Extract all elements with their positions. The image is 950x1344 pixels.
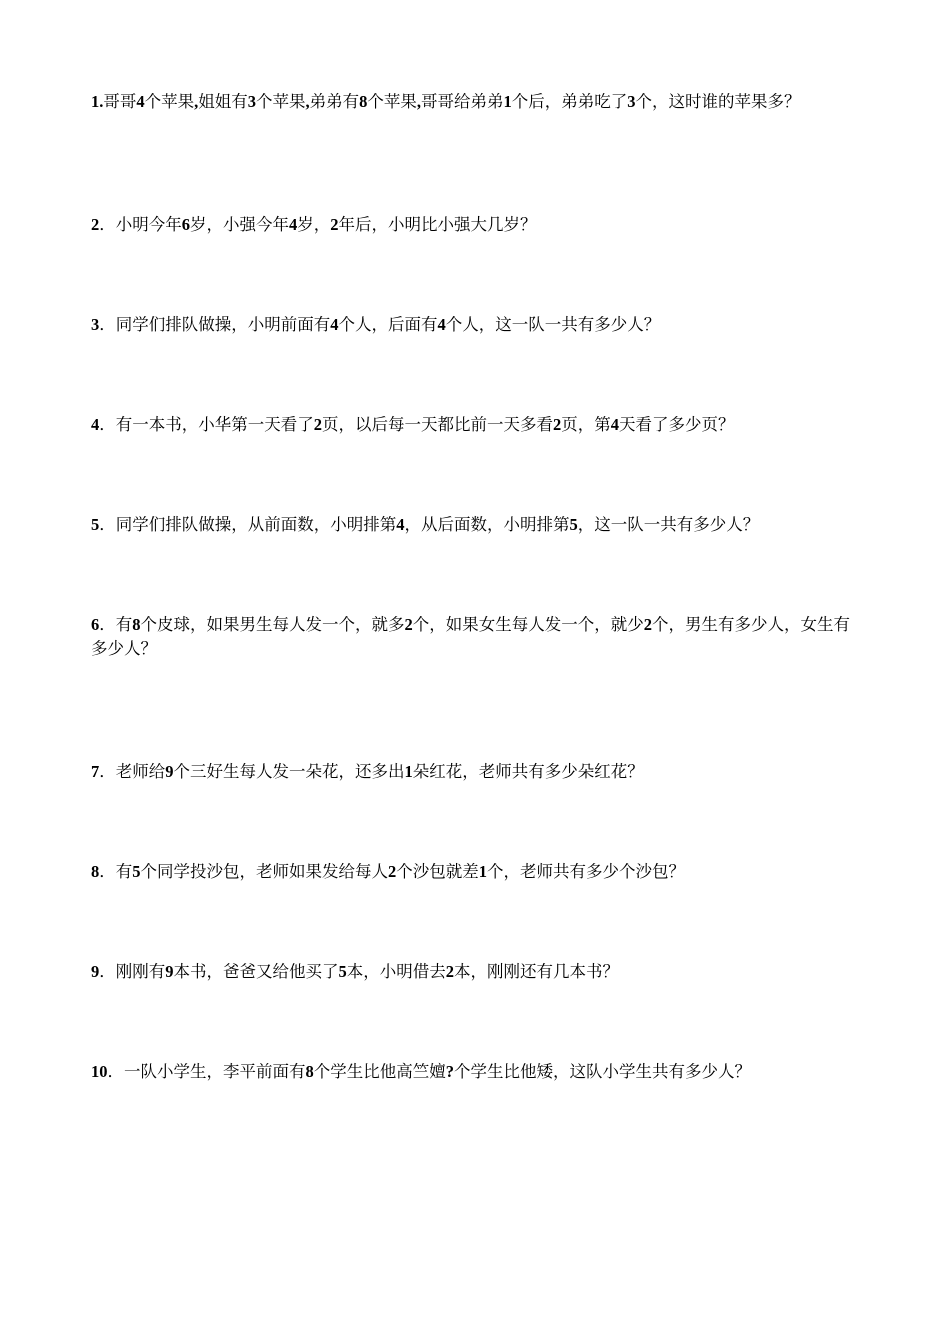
question-text: 朵红花，老师共有多少朵红花？ — [412, 762, 644, 781]
question-text: 页，第 — [561, 415, 611, 434]
question-number-text: 8 — [91, 862, 100, 881]
question-number-text: 6 — [181, 215, 190, 234]
question-text: 个皮球，如果男生每人发一个，就多 — [140, 615, 405, 634]
question-4 — [91, 413, 863, 437]
question-number-text: 3 — [627, 92, 636, 111]
question-number-text: 2 — [643, 615, 652, 634]
question-number-text: 3 — [91, 315, 100, 334]
question-number-text: 2 — [91, 215, 100, 234]
question-text: 岁，小强今年 — [190, 215, 289, 234]
question-10 — [91, 1060, 863, 1084]
question-text: 个同学投沙包，老师如果发给每人 — [140, 862, 388, 881]
question-number-text: 4 — [437, 315, 446, 334]
question-text: 年后，小明比小强大几岁？ — [338, 215, 537, 234]
question-text: ．同学们排队做操，从前面数，小明排第 — [99, 515, 397, 534]
question-6 — [91, 613, 863, 661]
question-5 — [91, 513, 863, 537]
question-text: 岁， — [297, 215, 331, 234]
question-text: 本，刚刚还有几本书？ — [454, 962, 619, 981]
question-text: ．刚刚有 — [99, 962, 166, 981]
question-number-text: 4 — [289, 215, 298, 234]
question-number-text: , — [305, 92, 310, 111]
question-number-text: 5 — [91, 515, 100, 534]
question-text: 个学生比他矮，这队小学生共有多少人？ — [454, 1062, 751, 1081]
question-text: 个人，后面有 — [338, 315, 438, 334]
question-text: 个学生比他高竺嬗 — [313, 1062, 446, 1081]
question-number-text: 8 — [359, 92, 368, 111]
question-number-text: 1 — [478, 862, 487, 881]
question-text: ．有 — [99, 862, 133, 881]
question-number-text: 2 — [388, 862, 397, 881]
question-number-text: 2 — [330, 215, 339, 234]
question-number-text: 5 — [338, 962, 347, 981]
question-text: 本，小明借去 — [346, 962, 446, 981]
question-number-text: 4 — [610, 415, 619, 434]
question-number-text: 1 — [503, 92, 512, 111]
question-number-text: , — [416, 92, 421, 111]
question-text: 个，如果女生每人发一个，就少 — [412, 615, 644, 634]
question-number-text: 9 — [165, 762, 174, 781]
question-9 — [91, 960, 863, 984]
question-number-text: 2 — [404, 615, 413, 634]
question-text: 个后，弟弟吃了 — [511, 92, 628, 111]
question-number-text: 1 — [404, 762, 413, 781]
question-text: 个苹果 — [367, 92, 417, 111]
question-3 — [91, 313, 863, 337]
question-text: ．有一本书，小华第一天看了 — [99, 415, 314, 434]
question-number-text: , — [194, 92, 199, 111]
question-text: 个，这时谁的苹果多？ — [635, 92, 801, 111]
question-text: 姐姐有 — [198, 92, 248, 111]
question-number-text: 4 — [91, 415, 100, 434]
question-number-text: 2 — [553, 415, 562, 434]
question-number-text: 8 — [305, 1062, 314, 1081]
question-2 — [91, 213, 863, 237]
question-number-text: 3 — [247, 92, 256, 111]
question-text: ．同学们排队做操，小明前面有 — [99, 315, 331, 334]
question-number-text: 4 — [396, 515, 405, 534]
question-text: 个苹果 — [256, 92, 306, 111]
question-number-text: 6 — [91, 615, 100, 634]
question-text: 个人，这一队一共有多少人？ — [445, 315, 661, 334]
question-text: 页，以后每一天都比前一天多看 — [322, 415, 553, 434]
question-text: ．老师给 — [99, 762, 166, 781]
question-text: 个三好生每人发一朵花，还多出 — [173, 762, 405, 781]
question-text: 天看了多少页？ — [619, 415, 735, 434]
question-number-text: 2 — [445, 962, 454, 981]
question-text: ，这一队一共有多少人？ — [577, 515, 760, 534]
question-text: 哥哥给弟弟 — [421, 92, 504, 111]
question-number-text: 9 — [91, 962, 100, 981]
question-text: 个苹果 — [144, 92, 195, 111]
question-number-text: 8 — [132, 615, 141, 634]
question-number-text: 10 — [91, 1062, 108, 1081]
question-text: 个，男生有多少人，女生有多少人？ — [91, 615, 850, 658]
question-number-text: 5 — [132, 862, 141, 881]
question-text: 弟弟有 — [309, 92, 360, 111]
question-text: 个沙包就差 — [396, 862, 479, 881]
question-text: ．一队小学生，李平前面有 — [107, 1062, 306, 1081]
question-number-text: 7 — [91, 762, 100, 781]
question-number-text: 1. — [91, 92, 104, 111]
question-number-text: 4 — [136, 92, 145, 111]
question-text: ．有 — [99, 615, 133, 634]
question-number-text: 5 — [569, 515, 578, 534]
question-text: 个，老师共有多少个沙包？ — [487, 862, 685, 881]
question-8 — [91, 860, 863, 884]
question-text: ．小明今年 — [99, 215, 182, 234]
question-number-text: 4 — [330, 315, 339, 334]
question-number-text: 2 — [313, 415, 322, 434]
question-number-text: ? — [445, 1062, 454, 1081]
question-text: 本书，爸爸又给他买了 — [173, 962, 339, 981]
question-text: 哥哥 — [103, 92, 137, 111]
question-1 — [91, 90, 863, 114]
question-text: ，从后面数，小明排第 — [404, 515, 570, 534]
question-number-text: 9 — [165, 962, 174, 981]
question-7 — [91, 760, 863, 784]
